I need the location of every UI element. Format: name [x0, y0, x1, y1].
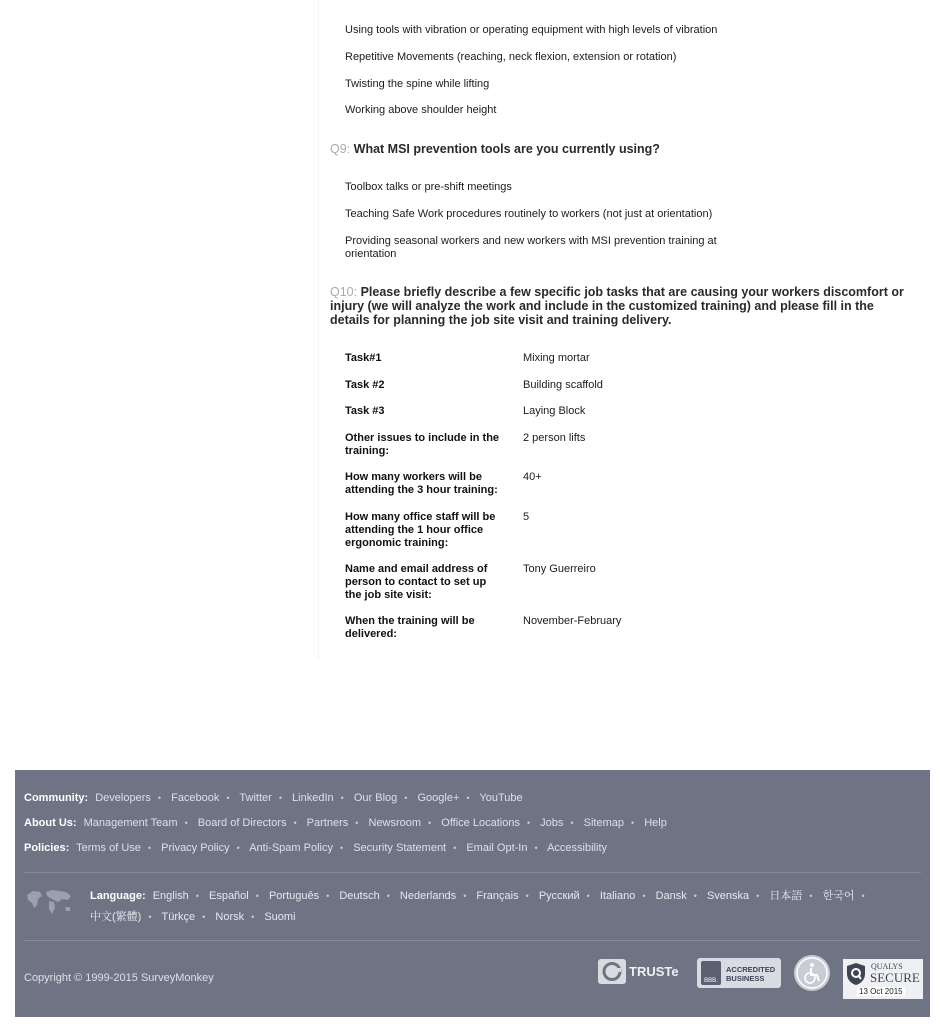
language-link-espanol[interactable]: Español — [208, 890, 249, 902]
question-9-number: Q9: — [330, 142, 351, 156]
language-link-dansk[interactable]: Dansk — [655, 890, 687, 902]
task-label: How many office staff will be attending the 1 hour office ergonomic training: — [345, 511, 496, 549]
truste-label: TRUSTe — [629, 964, 679, 979]
language-link-nederlands[interactable]: Nederlands — [399, 890, 457, 902]
language-link-russian[interactable]: Русский — [538, 890, 580, 902]
separator-dot: • — [534, 843, 538, 853]
language-link-turkce[interactable]: Türkçe — [161, 911, 196, 923]
footer-link-linkedin[interactable]: LinkedIn — [292, 792, 334, 804]
separator-dot: • — [326, 891, 330, 901]
separator-dot: • — [386, 891, 390, 901]
language-link-svenska[interactable]: Svenska — [706, 890, 750, 902]
q8-option-3: Twisting the spine while lifting — [345, 78, 490, 90]
footer-policies-label: Policies: — [24, 842, 70, 854]
language-link-portugues[interactable]: Português — [268, 890, 320, 902]
separator-dot: • — [525, 891, 529, 901]
task-value: Building scaffold — [523, 379, 603, 391]
question-10 — [330, 285, 915, 327]
footer-about-row — [24, 816, 667, 830]
separator-dot: • — [355, 818, 359, 828]
language-link-norsk[interactable]: Norsk — [215, 911, 245, 923]
separator-dot: • — [340, 793, 344, 803]
wheelchair-icon — [794, 955, 830, 991]
separator-dot: • — [809, 891, 813, 901]
truste-logo-icon — [598, 958, 628, 985]
site-footer — [15, 770, 930, 1017]
bbb-logo-icon — [701, 961, 721, 985]
separator-dot: • — [184, 818, 188, 828]
separator-dot: • — [255, 891, 259, 901]
truste-badge[interactable] — [598, 958, 679, 985]
content-divider — [318, 0, 319, 660]
separator-dot: • — [526, 818, 531, 828]
footer-link-jobs[interactable]: Jobs — [540, 817, 564, 829]
separator-dot: • — [195, 891, 199, 901]
separator-dot: • — [631, 818, 635, 828]
language-link-chinese-traditional[interactable]: 中文(繁體) — [90, 911, 142, 923]
separator-dot: • — [251, 912, 255, 922]
q9-option-3: Providing seasonal workers and new workers with MSI prevention training at orientation — [345, 235, 717, 260]
separator-dot: • — [278, 793, 282, 803]
footer-link-office-locations[interactable]: Office Locations — [441, 817, 520, 829]
footer-link-security[interactable]: Security Statement — [353, 842, 447, 854]
question-10-text: Please briefly describe a few specific job tasks that are causing your workers discomfort or injury (we will analyze the work and include in the customized training) and please fill in the details for planning the job site visit and training delivery. — [330, 285, 904, 327]
separator-dot: • — [570, 818, 574, 828]
task-value: Laying Block — [523, 405, 586, 417]
bbb-mark-label: BBB. — [704, 978, 718, 984]
footer-link-privacy[interactable]: Privacy Policy — [161, 842, 230, 854]
footer-link-facebook[interactable]: Facebook — [171, 792, 220, 804]
footer-link-board[interactable]: Board of Directors — [197, 817, 287, 829]
separator-dot: • — [428, 818, 432, 828]
language-link-suomi[interactable]: Suomi — [264, 911, 296, 923]
footer-link-newsroom[interactable]: Newsroom — [368, 817, 422, 829]
separator-dot: • — [147, 843, 152, 853]
footer-divider — [24, 940, 921, 941]
separator-dot: • — [861, 891, 865, 901]
separator-dot: • — [293, 818, 297, 828]
footer-community-label: Community: — [24, 792, 89, 804]
bbb-line2: BUSINESS — [726, 974, 765, 983]
separator-dot: • — [157, 793, 162, 803]
footer-language-row — [90, 886, 890, 928]
task-value: November-February — [523, 615, 622, 627]
separator-dot: • — [586, 891, 590, 901]
separator-dot: • — [756, 891, 760, 901]
footer-language-label: Language: — [90, 890, 146, 902]
footer-link-accessibility[interactable]: Accessibility — [547, 842, 607, 854]
task-label: Task #3 — [345, 405, 385, 417]
footer-link-googleplus[interactable]: Google+ — [417, 792, 460, 804]
language-link-deutsch[interactable]: Deutsch — [339, 890, 380, 902]
copyright-text: Copyright © 1999-2015 SurveyMonkey — [24, 972, 214, 984]
task-value: Tony Guerreiro — [523, 563, 596, 575]
footer-link-twitter[interactable]: Twitter — [239, 792, 272, 804]
qualys-date: 13 Oct 2015 — [859, 987, 903, 996]
task-value: 5 — [523, 511, 530, 523]
language-link-italiano[interactable]: Italiano — [599, 890, 636, 902]
separator-dot: • — [236, 843, 240, 853]
separator-dot: • — [404, 793, 408, 803]
footer-community-row — [24, 791, 523, 805]
task-label: Name and email address of person to contact to set up the job site visit: — [345, 563, 488, 601]
q9-option-1: Toolbox talks or pre-shift meetings — [345, 181, 512, 193]
separator-dot: • — [148, 912, 152, 922]
language-link-francais[interactable]: Français — [476, 890, 519, 902]
footer-link-blog[interactable]: Our Blog — [353, 792, 398, 804]
task-label: When the training will be delivered: — [345, 615, 475, 640]
bbb-accredited-badge[interactable] — [697, 958, 781, 988]
separator-dot: • — [202, 912, 206, 922]
question-10-number: Q10: — [330, 285, 358, 299]
task-value: 40+ — [523, 471, 542, 483]
language-link-japanese[interactable]: 日本語 — [769, 890, 803, 902]
separator-dot: • — [226, 793, 230, 803]
qualys-secure-badge[interactable] — [842, 958, 924, 1000]
task-label: Task#1 — [345, 352, 382, 364]
footer-policies-row — [24, 841, 607, 855]
footer-link-youtube[interactable]: YouTube — [479, 792, 523, 804]
q8-option-2: Repetitive Movements (reaching, neck flexion, extension or rotation) — [345, 51, 677, 63]
world-map-icon — [24, 886, 74, 918]
q9-option-2: Teaching Safe Work procedures routinely to workers (not just at orientation) — [345, 208, 713, 220]
task-label: How many workers will be attending the 3 hour training: — [345, 471, 498, 496]
separator-dot: • — [693, 891, 697, 901]
separator-dot: • — [339, 843, 344, 853]
qualys-line1: QUALYS — [871, 962, 903, 971]
task-label: Task #2 — [345, 379, 385, 391]
separator-dot: • — [466, 793, 470, 803]
footer-divider — [24, 872, 921, 873]
footer-link-anti-spam[interactable]: Anti-Spam Policy — [249, 842, 333, 854]
task-value: Mixing mortar — [523, 352, 590, 364]
language-link-english[interactable]: English — [152, 890, 189, 902]
bbb-line1: ACCREDITED — [726, 965, 776, 974]
footer-link-sitemap[interactable]: Sitemap — [583, 817, 624, 829]
separator-dot: • — [453, 843, 457, 853]
q8-option-4: Working above shoulder height — [345, 104, 497, 116]
task-value: 2 person lifts — [523, 432, 586, 444]
question-9 — [330, 142, 915, 156]
separator-dot: • — [642, 891, 646, 901]
footer-link-email-opt-in[interactable]: Email Opt-In — [466, 842, 528, 854]
footer-link-help[interactable]: Help — [644, 817, 667, 829]
question-9-text: What MSI prevention tools are you currently using? — [353, 142, 660, 156]
footer-link-developers[interactable]: Developers — [95, 792, 151, 804]
qualys-line2: SECURE — [870, 970, 920, 985]
footer-link-partners[interactable]: Partners — [306, 817, 349, 829]
task-label: Other issues to include in the training: — [345, 432, 500, 457]
footer-link-management-team[interactable]: Management Team — [83, 817, 178, 829]
qualys-shield-icon — [846, 962, 866, 986]
separator-dot: • — [463, 891, 467, 901]
footer-link-terms[interactable]: Terms of Use — [76, 842, 141, 854]
q8-option-1: Using tools with vibration or operating equipment with high levels of vibration — [345, 24, 718, 36]
footer-about-label: About Us: — [24, 817, 77, 829]
language-link-korean[interactable]: 한국어 — [822, 890, 855, 902]
accessibility-seal-icon[interactable] — [794, 955, 830, 991]
